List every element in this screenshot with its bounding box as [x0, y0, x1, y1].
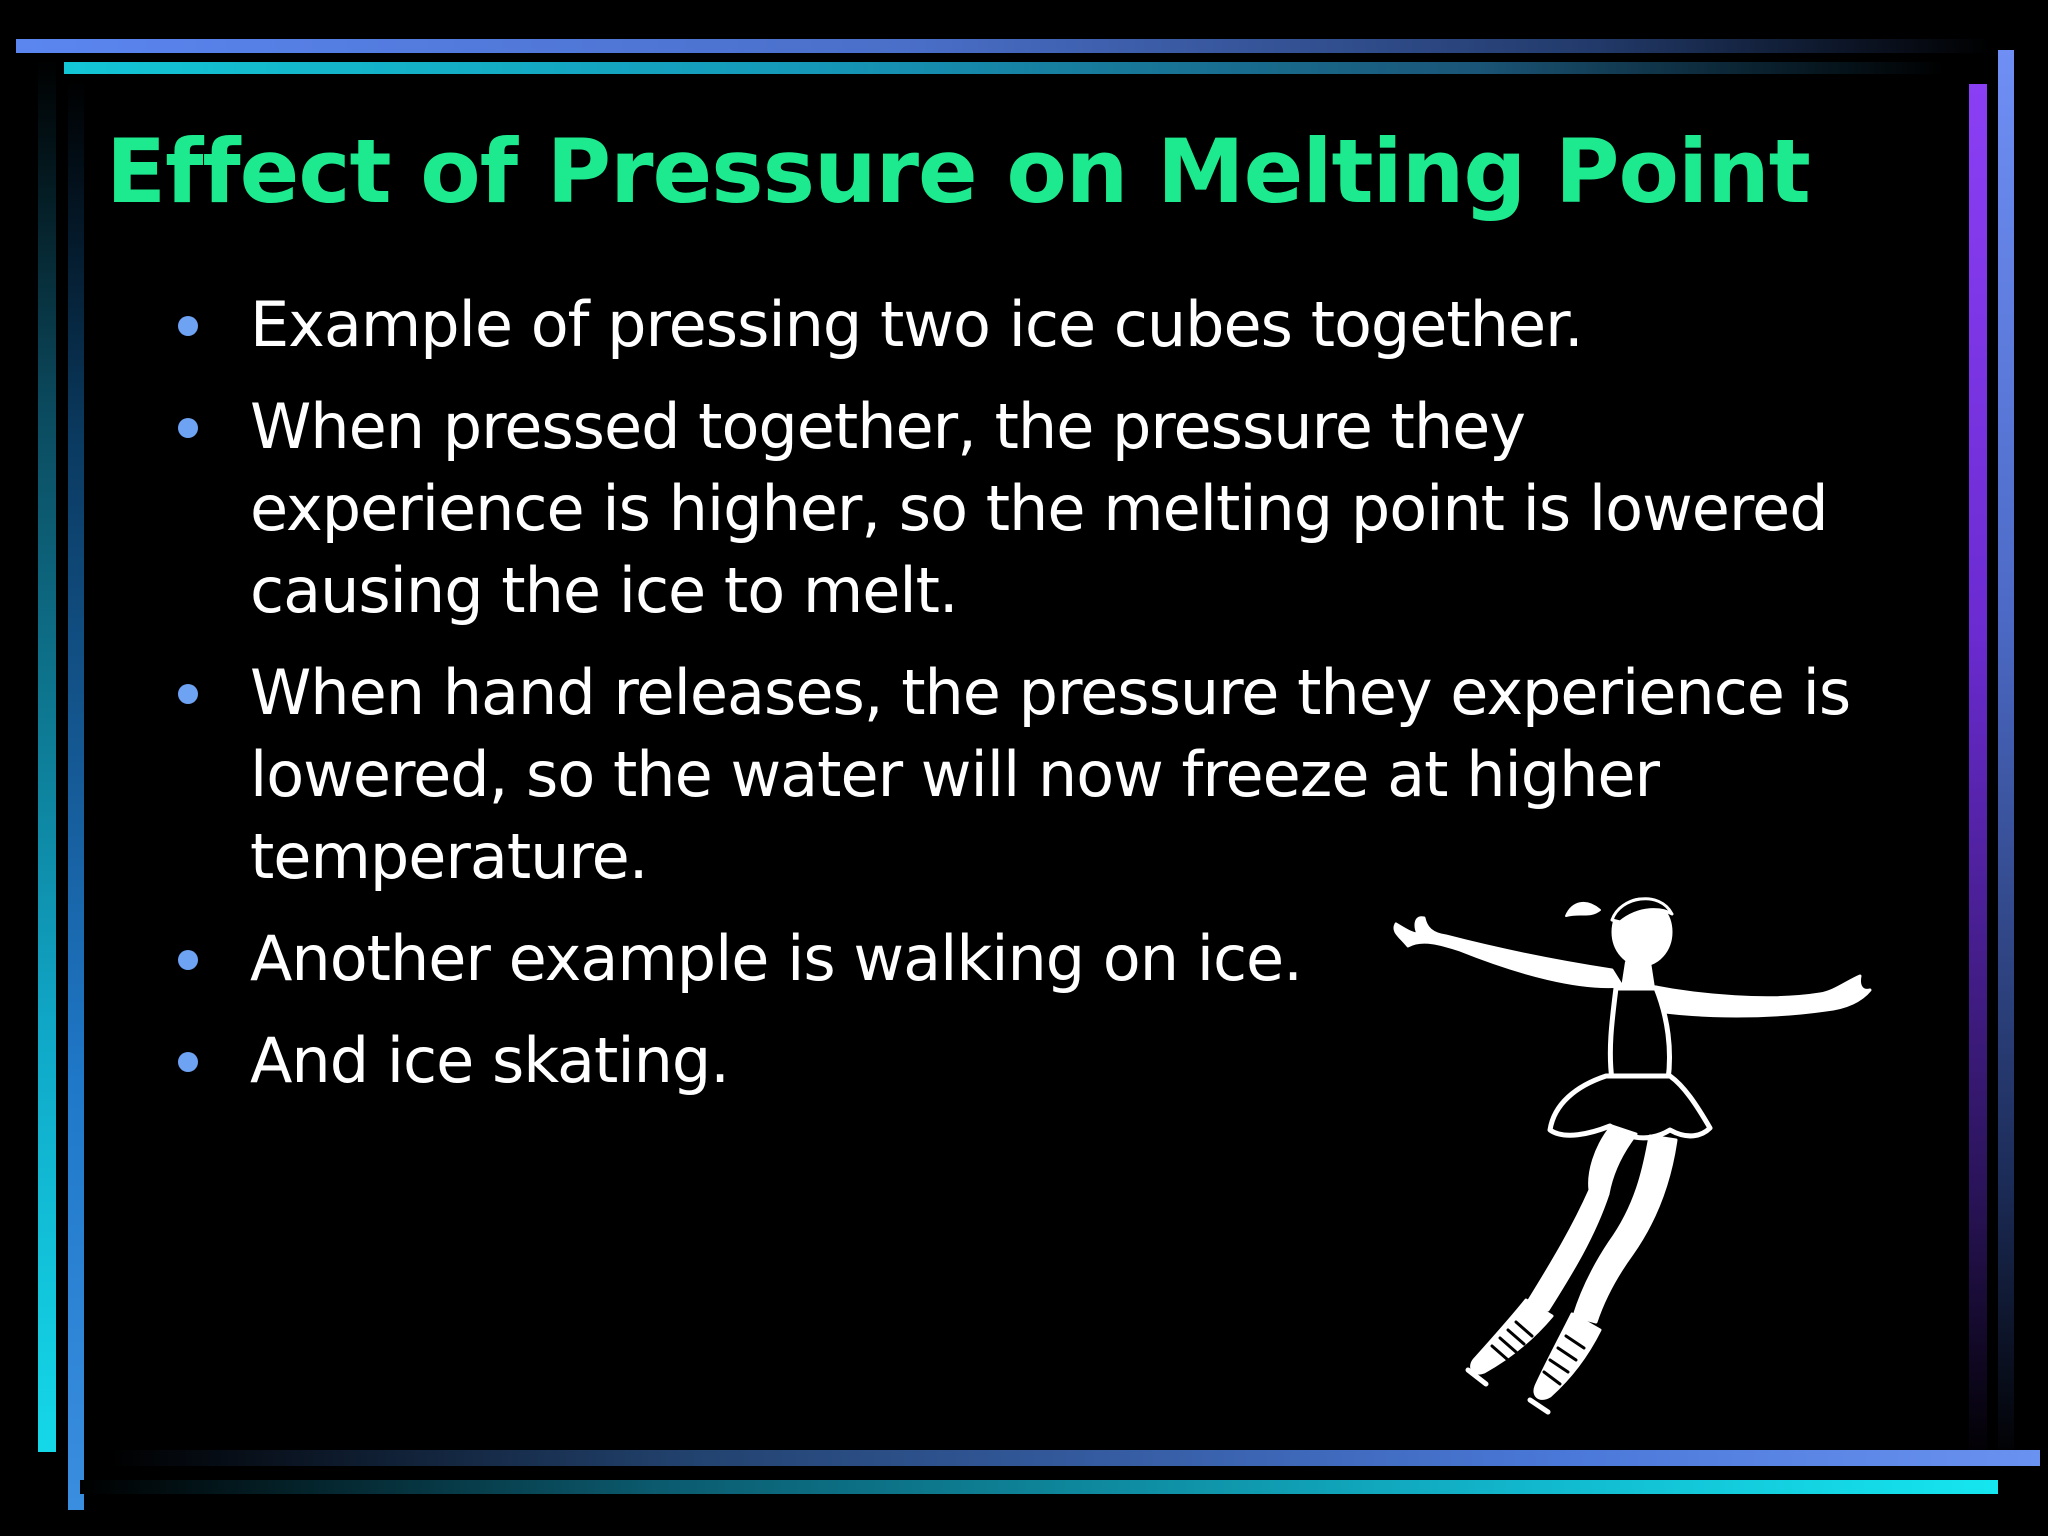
bullet-text: Another example is walking on ice.	[250, 922, 1302, 995]
bullet-dot-icon	[178, 950, 198, 970]
bullet-item	[172, 284, 1852, 366]
frame-bar-left-inner	[68, 80, 84, 1510]
frame-bar-bottom-inner	[80, 1480, 1998, 1494]
frame-bar-top-outer	[16, 39, 1991, 53]
bullet-dot-icon	[178, 316, 198, 336]
bullet-item	[172, 652, 1852, 898]
bullet-text: When hand releases, the pressure they experience is lowered, so the water will now freeze at higher temperature.	[250, 656, 1851, 893]
bullet-text: When pressed together, the pressure they experience is higher, so the melting point is lowered causing the ice to melt.	[250, 390, 1828, 627]
frame-bar-top-inner	[64, 62, 1944, 74]
frame-bar-bottom-outer	[110, 1450, 2040, 1466]
bullet-dot-icon	[178, 1052, 198, 1072]
bullet-dot-icon	[178, 684, 198, 704]
slide-title: Effect of Pressure on Melting Point	[106, 120, 1810, 223]
frame-bar-left-outer	[38, 60, 56, 1452]
frame-bar-right-outer	[1998, 50, 2014, 1465]
bullet-text: Example of pressing two ice cubes together.	[250, 288, 1583, 361]
frame-bar-right-inner	[1969, 84, 1987, 1464]
bullet-text: And ice skating.	[250, 1024, 729, 1097]
bullet-item	[172, 386, 1852, 632]
bullet-dot-icon	[178, 418, 198, 438]
figure-skater-icon	[1350, 890, 1910, 1450]
